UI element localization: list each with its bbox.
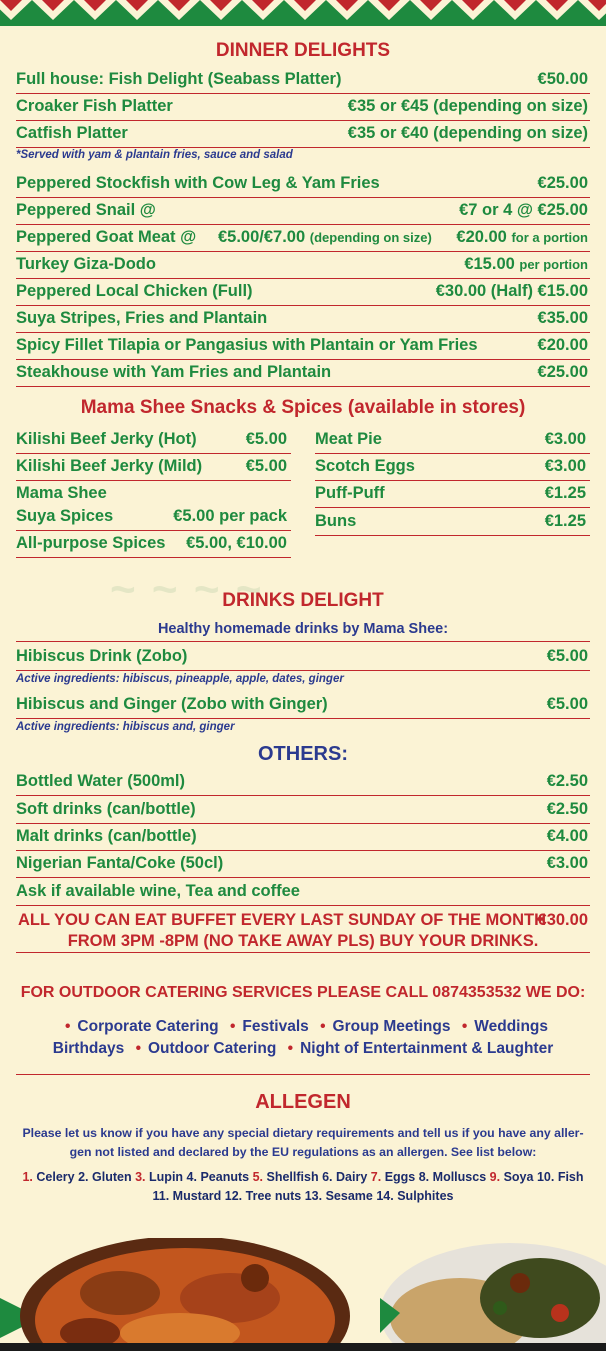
allergen-name: Lupin	[149, 1170, 184, 1184]
food-photo-right	[380, 1238, 606, 1351]
item-price: €3.00	[544, 430, 586, 448]
item-name: Scotch Eggs	[315, 457, 415, 475]
item-price: €3.00	[546, 854, 588, 872]
bullet-icon: •	[320, 1018, 326, 1035]
allergen-number: 13.	[304, 1189, 323, 1203]
allergen-item	[78, 1170, 132, 1184]
allergen-item	[187, 1170, 250, 1184]
price-value: €35 or €40 (depending on size)	[347, 124, 588, 142]
menu-row	[16, 359, 590, 387]
price-value: €50.00	[537, 70, 588, 88]
snack-row	[16, 530, 291, 558]
price-value: €35 or €45 (depending on size)	[347, 97, 588, 115]
allergen-name: Dairy	[336, 1170, 368, 1184]
item-price	[538, 359, 588, 385]
bottom-border	[0, 1343, 606, 1351]
price-value: €7 or 4 @ €25.00	[459, 201, 588, 219]
allergen-item	[305, 1189, 373, 1203]
menu-row	[16, 278, 590, 306]
item-name: Hibiscus and Ginger (Zobo with Ginger)	[16, 695, 328, 713]
menu-row	[16, 691, 590, 719]
drinks-title: DRINKS DELIGHT	[222, 590, 384, 611]
item-price	[538, 66, 588, 92]
item-name: All-purpose Spices	[16, 534, 166, 552]
food-photo-left	[0, 1238, 380, 1351]
snack-row	[16, 480, 291, 502]
allergen-name: Sulphites	[397, 1189, 454, 1203]
mid-note: (depending on size)	[309, 230, 432, 245]
divider	[16, 1074, 590, 1075]
item-price: €5.00 per pack	[173, 507, 287, 525]
allergen-title: ALLEGEN	[255, 1091, 351, 1113]
price-value: €25.00	[537, 174, 588, 192]
allergen-number: 6.	[322, 1170, 333, 1184]
service-item: Group Meetings	[332, 1018, 451, 1035]
price-value: €30.00 (Half) €15.00	[435, 282, 588, 300]
allergen-name: Mustard	[172, 1189, 222, 1203]
allergen-name: Celery	[36, 1170, 75, 1184]
menu-row	[16, 170, 590, 198]
snack-row	[315, 480, 590, 508]
menu-row	[16, 850, 590, 878]
mid-price: €5.00/€7.00	[218, 228, 306, 246]
menu-row	[16, 332, 590, 360]
allergen-item	[419, 1170, 486, 1184]
menu-row	[16, 251, 590, 279]
item-price	[538, 305, 588, 331]
item-name: Peppered Stockfish with Cow Leg & Yam Fries	[16, 174, 380, 192]
item-name: Peppered Goat Meat @	[16, 228, 197, 246]
item-price	[459, 197, 588, 223]
item-price: €1.25	[544, 484, 586, 502]
snack-row	[315, 508, 590, 536]
allergen-name: Shellfish	[266, 1170, 319, 1184]
allergen-item	[490, 1170, 534, 1184]
allergen-text: Please let us know if you have any special dietary requirements and tell us if you have any aller- gen not listed and declared by the EU regulations as an allergen. See list below:	[22, 1126, 584, 1159]
item-name: Ask if available wine, Tea and coffee	[16, 882, 300, 900]
service-item: Corporate Catering	[77, 1018, 219, 1035]
price-value: €25.00	[537, 363, 588, 381]
bullet-icon: •	[461, 1018, 468, 1035]
service-item: Festivals	[242, 1018, 309, 1035]
service-item: Weddings	[474, 1018, 549, 1035]
item-price: €4.00	[546, 827, 588, 845]
item-price: €5.00	[245, 430, 287, 448]
item-name: Hibiscus Drink (Zobo)	[16, 647, 188, 665]
bullet-icon: •	[229, 1018, 236, 1035]
item-name: Bottled Water (500ml)	[16, 772, 185, 790]
buffet-line-1: ALL YOU CAN EAT BUFFET EVERY LAST SUNDAY OF THE MONTH	[18, 911, 547, 929]
menu-row	[16, 823, 590, 851]
allergen-item	[537, 1170, 584, 1184]
menu-row	[16, 305, 590, 333]
item-price	[538, 170, 588, 196]
item-price	[456, 224, 588, 251]
allergen-number: 10.	[536, 1170, 555, 1184]
allergen-item	[376, 1189, 453, 1203]
price-value: €35.00	[537, 309, 588, 327]
item-name: Spicy Fillet Tilapia or Pangasius with Plantain or Yam Fries	[16, 336, 478, 354]
bullet-icon: •	[135, 1040, 141, 1057]
item-price	[436, 278, 588, 304]
allergen-name: Sesame	[325, 1189, 373, 1203]
item-name: Steakhouse with Yam Fries and Plantain	[16, 363, 332, 381]
allergen-item	[322, 1170, 367, 1184]
allergen-item	[135, 1170, 183, 1184]
service-item: Outdoor Catering	[148, 1040, 277, 1057]
allergen-number: 1.	[22, 1170, 33, 1184]
allergen-item	[253, 1170, 319, 1184]
item-mid-price	[218, 224, 432, 251]
item-name: Peppered Snail @	[16, 201, 156, 219]
allergen-item	[22, 1170, 74, 1184]
item-name: Kilishi Beef Jerky (Hot)	[16, 430, 197, 448]
item-name: Peppered Local Chicken (Full)	[16, 282, 253, 300]
menu-row	[16, 878, 590, 906]
allergen-name: Molluscs	[432, 1170, 487, 1184]
drinks-subtitle: Healthy homemade drinks by Mama Shee:	[157, 621, 449, 637]
item-name: Puff-Puff	[315, 484, 385, 502]
allergen-name: Fish	[557, 1170, 584, 1184]
item-name: Malt drinks (can/bottle)	[16, 827, 197, 845]
item-name: Suya Stripes, Fries and Plantain	[16, 309, 268, 327]
ingredients-note: Active ingredients: hibiscus and, ginger	[16, 721, 235, 733]
allergen-item	[371, 1170, 415, 1184]
divider	[16, 641, 590, 642]
price-note: for a portion	[511, 230, 588, 245]
menu-row	[16, 66, 590, 94]
top-border-pattern	[0, 0, 606, 26]
allergen-item	[225, 1189, 301, 1203]
allergen-number: 9.	[489, 1170, 501, 1184]
catering-heading: FOR OUTDOOR CATERING SERVICES PLEASE CALL 0874353532 WE DO:	[20, 984, 586, 1001]
item-name: Croaker Fish Platter	[16, 97, 173, 115]
allergen-name: Gluten	[92, 1170, 132, 1184]
item-price: €3.00	[544, 457, 586, 475]
allergen-number: 5.	[252, 1170, 264, 1184]
snack-row	[16, 453, 291, 481]
item-price: €2.50	[546, 800, 588, 818]
item-price	[464, 251, 588, 278]
snack-row	[315, 453, 590, 481]
menu-row	[16, 93, 590, 121]
allergen-number: 11.	[152, 1189, 170, 1203]
menu-row	[16, 120, 590, 148]
menu-row	[16, 197, 590, 225]
background-watermark: ~ ~ ~ ~	[110, 565, 264, 614]
item-price: €1.25	[544, 512, 586, 530]
snack-row	[16, 426, 291, 454]
allergen-name: Tree nuts	[245, 1189, 302, 1203]
menu-row	[16, 796, 590, 824]
item-price: €5.00, €10.00	[186, 534, 287, 552]
item-name: Full house: Fish Delight (Seabass Platter)	[16, 70, 342, 88]
allergen-number: 3.	[135, 1170, 146, 1184]
service-item: Night of Entertainment & Laughter	[300, 1040, 554, 1057]
ingredients-note: Active ingredients: hibiscus, pineapple, apple, dates, ginger	[16, 673, 344, 685]
item-price	[538, 332, 588, 358]
item-name: Turkey Giza-Dodo	[16, 255, 156, 273]
service-item: Birthdays	[52, 1040, 125, 1057]
item-price	[348, 93, 588, 119]
item-price	[348, 120, 588, 146]
bullet-icon: •	[64, 1018, 71, 1035]
menu-row	[16, 768, 590, 796]
item-price: €5.00	[546, 647, 588, 665]
item-name: Mama Shee	[16, 484, 107, 502]
allergen-item	[153, 1189, 222, 1203]
menu-row	[16, 643, 590, 671]
allergen-name: Peanuts	[200, 1170, 250, 1184]
item-name: Buns	[315, 512, 357, 530]
allergen-number: 7.	[370, 1170, 382, 1184]
item-name: Suya Spices	[16, 507, 114, 525]
snack-row	[16, 503, 291, 531]
price-note: per portion	[519, 257, 588, 272]
item-name: Soft drinks (can/bottle)	[16, 800, 196, 818]
allergen-name: Eggs	[384, 1170, 416, 1184]
snack-row	[315, 426, 590, 454]
item-price: €5.00	[245, 457, 287, 475]
allergen-number: 8.	[418, 1170, 430, 1184]
bullet-icon: •	[287, 1040, 294, 1057]
buffet-price: €30.00	[537, 911, 588, 929]
item-name: Kilishi Beef Jerky (Mild)	[16, 457, 203, 475]
allergen-list	[16, 1168, 590, 1206]
services-row-2	[0, 1040, 606, 1058]
item-name: Meat Pie	[315, 430, 382, 448]
item-price: €2.50	[546, 772, 588, 790]
divider	[16, 952, 590, 953]
item-price: €5.00	[546, 695, 588, 713]
snacks-title: Mama Shee Snacks & Spices (available in stores)	[80, 397, 526, 418]
menu-row	[16, 224, 590, 252]
allergen-number: 2.	[78, 1170, 89, 1184]
dinner-title: DINNER DELIGHTS	[215, 40, 391, 61]
allergen-number: 12.	[224, 1189, 243, 1203]
services-row-1	[0, 1018, 606, 1036]
served-note: *Served with yam & plantain fries, sauce and salad	[16, 149, 293, 161]
price-value: €15.00	[464, 255, 515, 273]
price-value: €20.00	[537, 336, 588, 354]
allergen-name: Soya	[503, 1170, 534, 1184]
others-title: OTHERS:	[258, 743, 348, 765]
item-name: Catfish Platter	[16, 124, 128, 142]
price-value: €20.00	[456, 228, 507, 246]
allergen-number: 4.	[186, 1170, 197, 1184]
allergen-number: 14.	[376, 1189, 394, 1203]
item-name: Nigerian Fanta/Coke (50cl)	[16, 854, 224, 872]
buffet-line-2: FROM 3PM -8PM (NO TAKE AWAY PLS) BUY YOUR DRINKS.	[67, 932, 539, 950]
